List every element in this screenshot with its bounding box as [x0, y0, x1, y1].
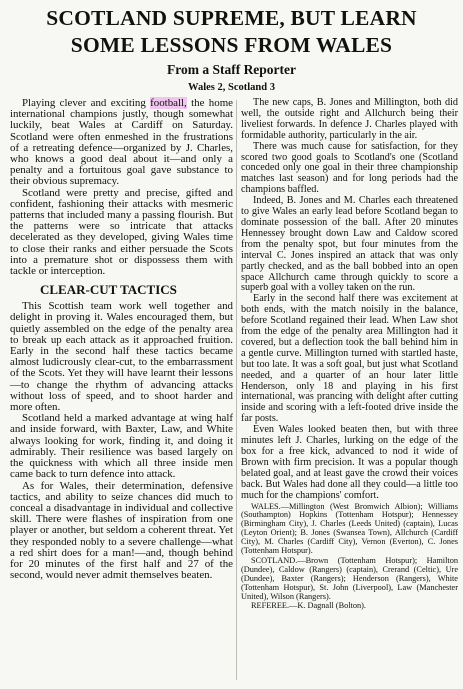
scotland-lineup: SCOTLAND.—Brown (Tottenham Hotspur); Hamilton (Dundee), Caldow (Rangers) (captain), Crerand (Celtic), Ure (Dundee), Baxter (Rangers); Henderson (Rangers), White (Tottenham Hotspur), St. John (Liverpool), Law (Manchester United), Wilson (Rangers).	[241, 555, 458, 601]
referee: REFEREE.—K. Dagnall (Bolton).	[251, 600, 366, 610]
paragraph	[10, 98, 233, 188]
paragraph: As for Wales, their determination, defensive tactics, and ability to seize chances did much to conceal a disadvantage in individual and collective skill. There were flashes of inspiration from one player or another, but seldom a coherent threat. Yet they responded nobly to a severe challenge—what a red shirt does for a man!—and, though behind for 20 minutes of the first half and 27 of the second, would never admit themselves beaten.	[10, 479, 233, 582]
headline-line-2: SOME LESSONS FROM WALES	[70, 33, 393, 57]
byline: From a Staff Reporter	[166, 62, 297, 77]
paragraph: The new caps, B. Jones and Millington, both did well, the outside right and Allchurch being their liveliest forwards. In defence J. Charles played with formidable authority, particularly in the air.	[241, 97, 458, 141]
paragraph: This Scottish team work well together and delight in proving it. Wales encouraged them, but quietly assembled on the edge of the penalty area to break up each attack as it approached fruition. Early in the second half these tactics became almost ludicrously clear-cut, to the embarrassment of the Scots. Yet they will have learnt their lessons—to change the rhythm of advancing attacks without loss of speed, and to shoot harder and more often.	[10, 300, 233, 414]
left-column	[10, 98, 233, 581]
column-divider	[236, 100, 237, 680]
headline-line-1: SCOTLAND SUPREME, BUT LEARN	[46, 6, 417, 30]
paragraph: Early in the second half there was excitement at both ends, with the match noisily in the balance, before Scotland regained their lead. When Law shot from the edge of the penalty area Millington had it covered, but a deflection took the ball behind him in a gentle curve. Millington turned with startled haste, but too late. It was a soft goal, but just what Scotland needed, and a quarter of an hour later little Henderson, only 18 and playing in his first international, was prancing with delight after cutting inside and scoring with a left-footed drive inside the far posts.	[241, 293, 458, 425]
right-column	[241, 98, 458, 610]
paragraph-text: Playing clever and exciting	[22, 97, 151, 109]
subheading: CLEAR-CUT TACTICS	[40, 282, 177, 298]
paragraph: There was much cause for satisfaction, for they scored two good goals to Scotland's one (Scotland conceded only one goal in their three championship matches last season) and for long periods had the champions baffled.	[241, 140, 458, 196]
wales-lineup: WALES.—Millington (West Bromwich Albion); Williams (Southampton) Hopkins (Tottenham Hotspur); Hennessey (Birmingham City), J. Charles (Leeds United) (captain), Lucas (Leyton Orient); B. Jones (Swansea Town), Allchurch (Cardiff City), M. Charles (Cardiff City), Vernon (Everton), C. Jones (Tottenham Hotspur).	[241, 501, 458, 556]
match-score: Wales 2, Scotland 3	[188, 82, 275, 93]
paragraph: Scotland held a marked advantage at wing half and inside forward, with Baxter, Law, and White always looking for work, finding it, and doing it admirably. Their resilience was based largely on the quickness with which all three inside men came back to turn defence into attack.	[10, 412, 233, 481]
paragraph-text: the home international champions justly, though somewhat luckily, beat Wales at Cardiff on Saturday. Scotland were often enmeshed in the frustrations of a retreating defence—organized by J. Charles, who knows a good deal about it—and only a penalty and a fortuitous goal gave substance to their obvious supremacy.	[10, 97, 233, 188]
paragraph: Scotland were pretty and precise, gifted and confident, fashioning their attacks with mesmeric patterns that included many a passing flourish. But the patterns were so intricate that attacks decelerated as they developed, giving Wales time to close their ranks and either persuade the Scots into a premature shot or dispossess them with tackle or interception.	[10, 186, 233, 278]
highlighted-word: football,	[150, 97, 187, 109]
paragraph: Indeed, B. Jones and M. Charles each threatened to give Wales an early lead before Scotland began to dominate possession of the ball. After 20 minutes Hennessey brought down Law and Caldow scored from the penalty spot, but four minutes from the interval C. Jones inspired an attack that was only partly checked, and as the ball bobbed into an open space Allchurch came through quickly to score a superb goal with a volley taken on the run.	[241, 195, 458, 294]
paragraph: Even Wales looked beaten then, but with three minutes left J. Charles, lurking on the edge of the box for a free kick, advanced to nod it wide of Brown with firm precision. It was a popular though belated goal, and at least gave the crowd their voices back. But Wales had done all they could—a little too much for the champions' comfort.	[241, 424, 458, 501]
